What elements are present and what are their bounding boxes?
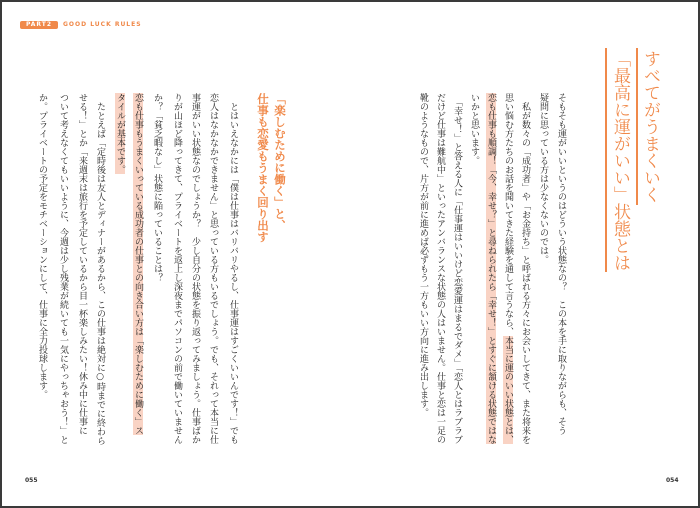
text-column (468, 93, 480, 165)
text-column (171, 93, 183, 444)
body-text: ついて考えなくてもいいように、今週は少し残業が続いても一気にやっちゃおう！」と (58, 93, 68, 444)
section-heading-line-1: 「楽しむために働く」と、 (273, 93, 287, 231)
text-column (519, 93, 531, 444)
body-text: だけど仕事は難航中」といったアンバランスな状態の人はいません。仕事と恋は一足の (435, 93, 445, 444)
body-text: りが山ほど降ってきて、プライベートを返上し深夜までパソコンの前で働いていません (172, 93, 182, 444)
chapter-title-line-2: 「最高に運がいい」状態とは (610, 50, 630, 271)
body-text: とはいえなかには「僕は仕事はバリバリやるし、仕事運はすごくいいんです！」でも (228, 93, 238, 444)
page-number-left: 055 (25, 477, 38, 484)
body-text: 私が数々の「成功者」や「お金持ち」と呼ばれる方々にお会いしてきて、また将来を (520, 93, 530, 444)
body-text: 疑問に思っている方は少なくないのでは。 (538, 93, 548, 264)
highlighted-text: 恋も仕事もうまくいっている成功者の仕事との向き合い方は「楽しむために働く」ス (133, 93, 143, 435)
text-column (76, 93, 88, 435)
text-column (502, 93, 514, 444)
body-text: か。プライベートの予定をモチベーションにして、仕事に全力投球します。 (37, 93, 47, 399)
text-column (57, 93, 69, 444)
body-text: 事運がいい状態なのでしょうか？ 少し自分の状態を振り返ってみましょう。仕事ばか (190, 93, 200, 444)
highlighted-text: 本当に運のいい状態とは、 (503, 336, 513, 444)
text-column (114, 93, 126, 174)
text-column (227, 93, 239, 444)
body-text: たとえば「定時後は友人とディナーがあるから、この仕事は絶対に○時までに終わら (95, 93, 105, 445)
body-text: せる！」とか「来週末は旅行を予定しているから目一杯楽しみたい！休み中に仕事に (77, 93, 87, 435)
text-column (537, 93, 549, 264)
section-heading-line-2: 仕事も恋愛もうまく回り出す (256, 93, 270, 243)
title-rule-1 (636, 48, 638, 205)
text-column (451, 93, 463, 444)
text-column (485, 93, 497, 444)
body-text: 思い悩む方たちのお話を聞いてきた経験を通して言うなら、 (503, 93, 513, 336)
text-column (36, 93, 48, 399)
part-badge: PART2 (20, 21, 58, 29)
title-rule-2 (605, 48, 607, 272)
text-column (132, 93, 144, 435)
body-text: 「幸せ！」と答える人に「仕事運はいいけど恋愛運はまるでダメ」「恋人とはラブラブ (452, 93, 462, 444)
text-column (151, 93, 163, 282)
text-column (434, 93, 446, 444)
chapter-title-line-1: すべてがうまくいく (640, 50, 660, 203)
text-column (417, 93, 429, 417)
highlighted-text: タイルが基本です。 (115, 93, 125, 174)
body-text: 靴のようなもので、片方が前に進めば必ずもう一方もいい方向に進み出します。 (418, 93, 428, 417)
text-column (555, 93, 567, 435)
body-text: 恋人はなかなかできません」と思っている方もいるでしょう。でも、それって本当に仕 (208, 93, 218, 444)
text-column (207, 93, 219, 444)
body-text: そもそも運がいいというのはどういう状態なの？ この本を手に取りながらも、そう (556, 93, 566, 435)
highlighted-text: 恋も仕事も順調！「今、幸せ？」と尋ねられたら「幸せ！」とすぐに頷ける状態ではな (486, 93, 496, 444)
series-label: GOOD LUCK RULES (63, 21, 142, 28)
body-text: か？「貧乏暇なし」状態に陥っていることは？ (152, 93, 162, 282)
text-column (189, 93, 201, 444)
text-column (94, 93, 106, 445)
body-text: いかと思います。 (469, 93, 479, 165)
page-number-right: 054 (666, 477, 679, 484)
